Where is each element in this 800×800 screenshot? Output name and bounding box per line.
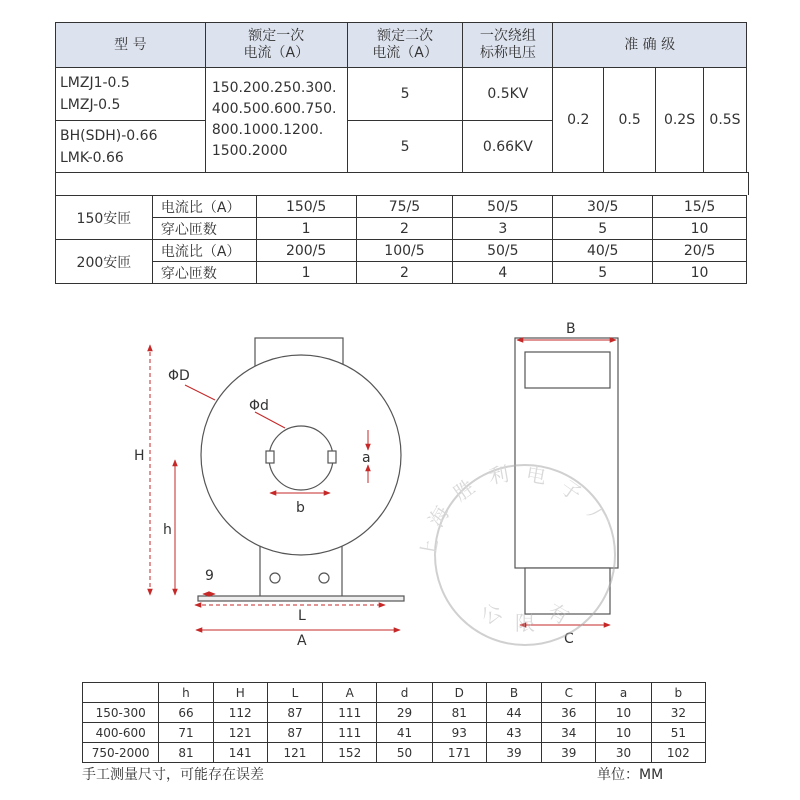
dimension-cell: 51 — [651, 723, 705, 743]
turns-value: 3 — [453, 218, 553, 240]
model-name: LMZJ1-0.5 — [60, 75, 130, 91]
dimension-cell: 171 — [432, 743, 486, 763]
dimension-cell: 32 — [651, 703, 705, 723]
dimension-cell: 30 — [596, 743, 651, 763]
dimension-cell: 44 — [486, 703, 541, 723]
leader-D — [185, 385, 215, 400]
svg-text:电: 电 — [524, 461, 549, 489]
dimension-cell: 41 — [377, 723, 432, 743]
inner-hole — [269, 426, 333, 490]
accuracy-class: 0.2 — [553, 68, 604, 173]
dimension-cell: 50 — [377, 743, 432, 763]
side-top-tab — [525, 352, 610, 388]
ratio-value: 40/5 — [553, 240, 653, 262]
model-name: BH(SDH)-0.66 — [60, 127, 158, 144]
dimension-cell: 141 — [213, 743, 267, 763]
ratio-value: 200/5 — [256, 240, 356, 262]
dimension-cell: 36 — [542, 703, 596, 723]
svg-text:有: 有 — [543, 598, 574, 630]
col-header: C — [542, 683, 596, 703]
busbar-notch — [328, 451, 336, 463]
turns-label: 穿心匝数 — [152, 218, 256, 240]
dimension-cell: 39 — [542, 743, 596, 763]
unit-label: 单位：MM — [597, 767, 664, 783]
svg-text:公: 公 — [476, 598, 507, 630]
primary-current-line: 400.500.600.750. — [211, 101, 337, 117]
primary-current-line: 150.200.250.300. — [211, 80, 337, 96]
col-header: D — [432, 683, 486, 703]
dimension-cell: 112 — [213, 703, 267, 723]
dimension-cell: 10 — [596, 723, 651, 743]
front-view — [198, 338, 404, 601]
header-primary-current-l2: 电流（A） — [243, 45, 310, 61]
col-header: B — [486, 683, 541, 703]
label-h: h — [163, 522, 172, 538]
dimension-cell: 39 — [486, 743, 541, 763]
label-9: 9 — [205, 568, 214, 584]
header-secondary-current-l1: 额定二次 — [377, 28, 434, 44]
svg-text:限: 限 — [515, 611, 535, 635]
ratio-value: 75/5 — [356, 196, 453, 218]
turns-value: 2 — [356, 218, 453, 240]
col-header — [83, 683, 159, 703]
svg-text:利: 利 — [486, 461, 511, 489]
dimension-cell: 102 — [651, 743, 705, 763]
accuracy-class: 0.5S — [704, 68, 747, 173]
dimensions-table-body — [83, 683, 706, 763]
turns-value: 1 — [256, 218, 356, 240]
header-secondary-current-l2: 电流（A） — [372, 45, 438, 61]
turns-label: 穿心匝数 — [152, 262, 256, 284]
primary-current-line: 1500.2000 — [211, 143, 288, 159]
base-plate — [198, 596, 404, 601]
table-row — [83, 743, 706, 763]
col-header: a — [596, 683, 651, 703]
table-row — [83, 703, 706, 723]
primary-current-line: 800.1000.1200. — [211, 122, 324, 138]
ratio-value: 50/5 — [453, 196, 553, 218]
ratio-value: 150/5 — [256, 196, 356, 218]
header-primary-current-l1: 额定一次 — [248, 28, 305, 44]
model-name: LMZJ-0.5 — [60, 97, 121, 113]
dimension-cell: 111 — [323, 703, 377, 723]
range-cell: 400-600 — [83, 723, 159, 743]
dimension-cell: 111 — [323, 723, 377, 743]
range-cell: 750-2000 — [83, 743, 159, 763]
winding-voltage-value: 0.66KV — [463, 121, 553, 173]
label-C: C — [564, 631, 574, 647]
measurement-note: 手工测量尺寸，可能存在误差 — [82, 767, 264, 783]
turns-value: 5 — [553, 218, 653, 240]
dimension-cell: 93 — [432, 723, 486, 743]
turns-group-name: 200安匝 — [56, 240, 153, 284]
col-header: A — [323, 683, 377, 703]
turns-value: 2 — [356, 262, 453, 284]
dimension-cell: 29 — [377, 703, 432, 723]
ratio-value: 100/5 — [356, 240, 453, 262]
dimension-cell: 34 — [542, 723, 596, 743]
dimension-cell: 66 — [159, 703, 213, 723]
turns-value: 10 — [653, 262, 747, 284]
dimension-cell: 43 — [486, 723, 541, 743]
col-header: d — [377, 683, 432, 703]
turns-group-name: 150安匝 — [56, 196, 153, 240]
col-header: H — [213, 683, 267, 703]
dimension-cell: 71 — [159, 723, 213, 743]
dimension-cell: 121 — [267, 743, 322, 763]
secondary-current-value: 5 — [347, 121, 463, 173]
label-D: ΦD — [168, 368, 190, 384]
turns-value: 4 — [453, 262, 553, 284]
dimension-cell: 121 — [213, 723, 267, 743]
dimension-cell: 10 — [596, 703, 651, 723]
label-H: H — [134, 448, 145, 464]
label-d: Φd — [249, 398, 269, 414]
table-header-row — [83, 683, 706, 703]
label-L: L — [298, 608, 306, 624]
accuracy-class: 0.5 — [604, 68, 656, 173]
label-a: a — [362, 450, 371, 466]
label-B: B — [566, 321, 576, 337]
dimension-cell: 81 — [432, 703, 486, 723]
ratio-value: 20/5 — [653, 240, 747, 262]
svg-text:子: 子 — [555, 474, 587, 506]
dimension-cell: 152 — [323, 743, 377, 763]
dimensions-table — [82, 682, 706, 763]
col-header: h — [159, 683, 213, 703]
ratio-label: 电流比（A） — [152, 240, 256, 262]
col-header: L — [267, 683, 322, 703]
winding-voltage-value: 0.5KV — [463, 68, 553, 121]
range-cell: 150-300 — [83, 703, 159, 723]
header-model: 型 号 — [56, 23, 206, 68]
header-winding-voltage-l2: 标称电压 — [479, 45, 536, 61]
turns-value: 5 — [553, 262, 653, 284]
svg-text:厂: 厂 — [582, 503, 614, 534]
header-accuracy: 准 确 级 — [553, 23, 747, 68]
svg-text:上: 上 — [415, 536, 443, 561]
dimension-cell: 87 — [267, 703, 322, 723]
secondary-current-value: 5 — [347, 68, 463, 121]
svg-text:海: 海 — [423, 501, 455, 532]
svg-text:胜: 胜 — [448, 474, 480, 506]
ratio-label: 电流比（A） — [152, 196, 256, 218]
label-A: A — [297, 633, 307, 649]
turns-value: 10 — [653, 218, 747, 240]
dimension-cell: 81 — [159, 743, 213, 763]
model-name: LMK-0.66 — [60, 149, 124, 166]
ratio-value: 15/5 — [653, 196, 747, 218]
ratio-value: 30/5 — [553, 196, 653, 218]
busbar-notch — [266, 451, 274, 463]
turns-value: 1 — [256, 262, 356, 284]
col-header: b — [651, 683, 705, 703]
table-row — [83, 723, 706, 743]
dimension-cell: 87 — [267, 723, 322, 743]
label-b: b — [296, 500, 305, 516]
header-winding-voltage-l1: 一次绕组 — [479, 28, 536, 44]
accuracy-class: 0.2S — [656, 68, 704, 173]
ratio-value: 50/5 — [453, 240, 553, 262]
